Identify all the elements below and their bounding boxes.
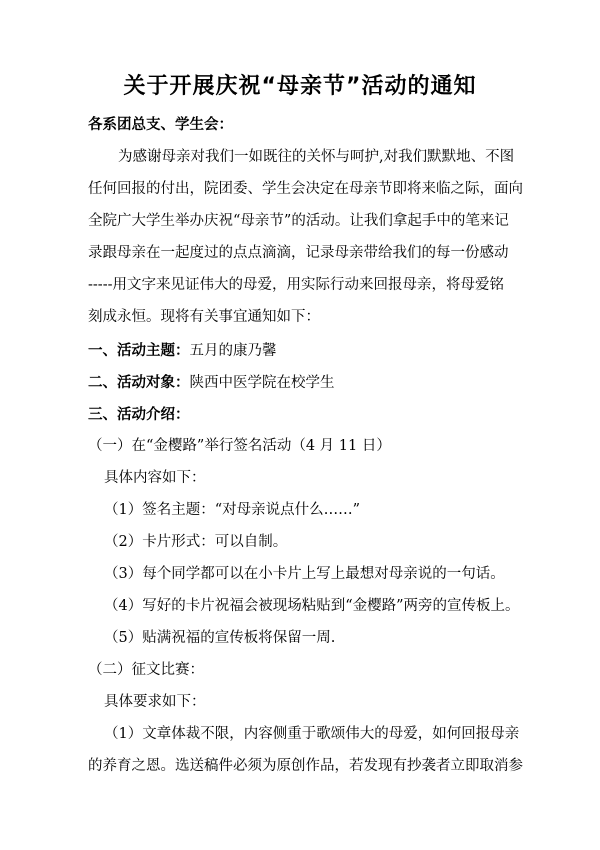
section-theme-label: 一、活动主题： xyxy=(88,343,190,359)
section-theme xyxy=(88,339,277,362)
list-item: （1）签名主题：“对母亲说点什么……” xyxy=(104,502,361,518)
section-intro-label: 三、活动介绍： xyxy=(88,407,190,423)
list-item: 的养育之恩。选送稿件必须为原创作品，若发现有抄袭者立即取消参 xyxy=(88,758,523,774)
intro-line: 录跟母亲在一起度过的点点滴滴，记录母亲带给我们的每一份感动 xyxy=(88,245,509,261)
document-title: 关于开展庆祝“母亲节”活动的通知 xyxy=(123,74,477,99)
intro-line: 任何回报的付出，院团委、学生会决定在母亲节即将来临之际，面向 xyxy=(88,181,523,197)
section-audience-value: 陕西中医学院在校学生 xyxy=(189,375,335,391)
section-audience-label: 二、活动对象： xyxy=(88,375,190,391)
intro-line: 为感谢母亲对我们一如既往的关怀与呵护,对我们默默地、不图 xyxy=(118,149,515,165)
part2-heading: （二）征文比赛： xyxy=(88,662,204,678)
section-audience xyxy=(88,371,335,394)
list-item: （2）卡片形式：可以自制。 xyxy=(104,534,288,550)
part1-heading: （一）在“金樱路”举行签名活动（4 月 11 日） xyxy=(88,438,391,454)
part2-subheading: 具体要求如下： xyxy=(104,694,206,710)
intro-line: 刻成永恒。现将有关事宜通知如下： xyxy=(88,309,320,325)
intro-line: -----用文字来见证伟大的母爱，用实际行动来回报母亲，将母爱铭 xyxy=(88,277,504,293)
section-intro xyxy=(88,403,190,426)
list-item: （4）写好的卡片祝福会被现场粘贴到“金樱路”两旁的宣传板上。 xyxy=(104,598,520,614)
section-theme-value: 五月的康乃馨 xyxy=(189,343,277,359)
part1-subheading: 具体内容如下： xyxy=(104,470,206,486)
list-item: （1）文章体裁不限，内容侧重于歌颂伟大的母爱，如何回报母亲 xyxy=(104,726,520,742)
list-item: （3）每个同学都可以在小卡片上写上最想对母亲说的一句话。 xyxy=(104,566,505,582)
intro-line: 全院广大学生举办庆祝“母亲节”的活动。让我们拿起手中的笔来记 xyxy=(88,213,509,229)
salutation: 各系团总支、学生会： xyxy=(88,117,233,133)
list-item: （5）贴满祝福的宣传板将保留一周. xyxy=(104,630,336,646)
